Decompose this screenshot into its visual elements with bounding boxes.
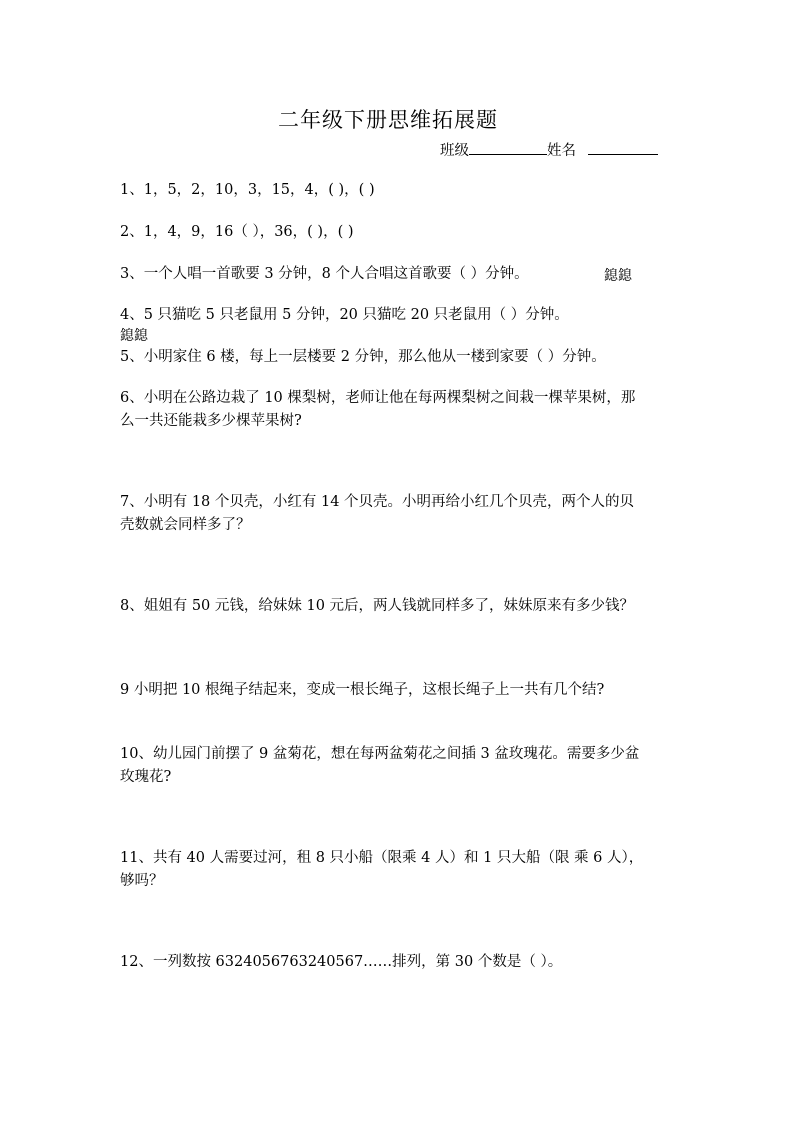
question-text: 10、幼儿园门前摆了 9 盆菊花，想在每两盆菊花之间插 3 盆玫瑰花。需要多少盆 <box>120 746 640 762</box>
question-text: 2、1，4，9，16（ ），36，( )，( ) <box>120 224 354 240</box>
question-text: 9 小明把 10 根绳子结起来，变成一根长绳子，这根长绳子上一共有几个结? <box>120 682 605 698</box>
question-text: 8、姐姐有 50 元钱，给妹妹 10 元后，两人钱就同样多了，妹妹原来有多少钱？ <box>120 598 635 614</box>
question-text: 6、小明在公路边栽了 10 棵梨树，老师让他在每两棵梨树之间栽一棵苹果树，那 <box>120 390 636 406</box>
question-text: 4、5 只猫吃 5 只老鼠用 5 分钟，20 只猫吃 20 只老鼠用（ ）分钟。 <box>120 307 569 323</box>
question-text: 7、小明有 18 个贝壳，小红有 14 个贝壳。小明再给小红几个贝壳，两个人的贝 <box>120 494 635 510</box>
question-5 <box>120 347 606 367</box>
class-label: 班级 <box>440 143 469 159</box>
question-text: 11、共有 40 人需要过河，租 8 只小船（限乘 4 人）和 1 只大船（限 乘 6 人）， <box>120 850 644 866</box>
page-title: 二年级下册思维拓展题 <box>278 108 498 132</box>
question-1 <box>120 180 375 200</box>
question-text: 5、小明家住 6 楼，每上一层楼要 2 分钟，那么他从一楼到家要（ ）分钟。 <box>120 349 606 365</box>
question-6 <box>120 388 635 431</box>
stray-characters: 鎴鎴 <box>120 328 148 344</box>
name-label: 姓名 <box>547 143 576 159</box>
question-9 <box>120 680 604 700</box>
question-text: 3、一个人唱一首歌要 3 分钟，8 个人合唱这首歌要（ ）分钟。 <box>120 266 529 282</box>
question-text: 么一共还能栽多少棵苹果树? <box>120 413 302 429</box>
class-blank[interactable] <box>469 140 547 155</box>
question-text: 够吗？ <box>120 873 164 889</box>
question-12 <box>120 952 562 972</box>
question-8 <box>120 596 634 616</box>
question-text: 壳数就会同样多了？ <box>120 517 251 533</box>
question-3 <box>120 264 529 284</box>
question-2 <box>120 222 354 242</box>
student-info <box>440 140 658 161</box>
question-text: 1、1，5，2，10，3，15，4，( )，( ) <box>120 182 375 198</box>
question-11 <box>120 848 643 891</box>
question-4 <box>120 305 569 325</box>
question-text: 玫瑰花? <box>120 769 172 785</box>
question-10 <box>120 744 639 787</box>
question-text: 12、一列数按 6324056763240567……排列，第 30 个数是（ ）。 <box>120 954 563 970</box>
question-7 <box>120 492 634 535</box>
name-blank[interactable] <box>588 140 658 155</box>
stray-characters: 鎴鎴 <box>604 268 632 284</box>
